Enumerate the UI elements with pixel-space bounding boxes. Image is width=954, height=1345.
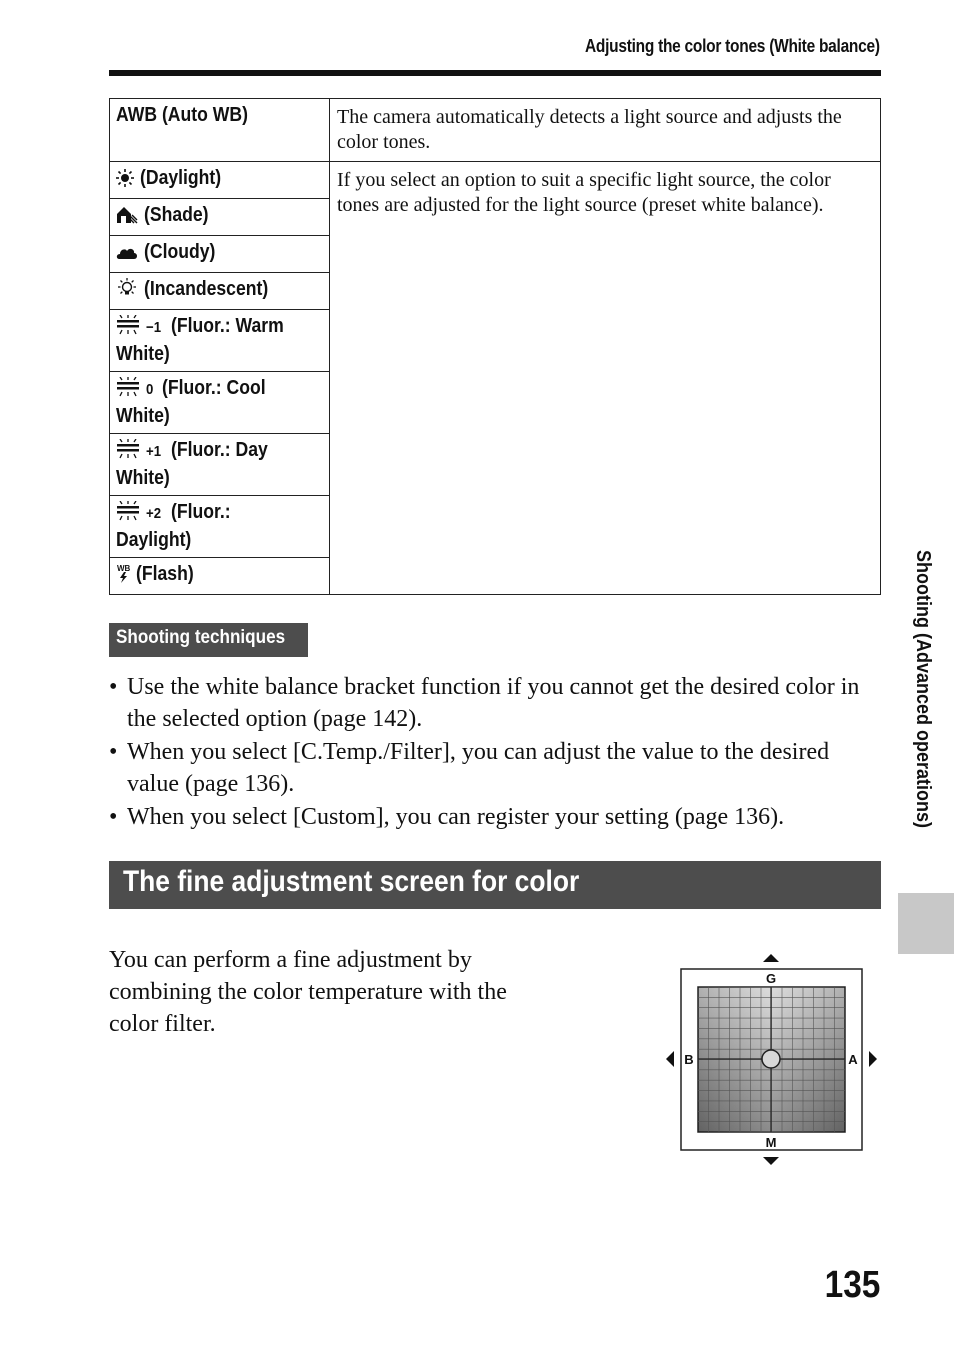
icon-suffix: 0 bbox=[146, 381, 154, 398]
preset-description: If you select an option to suit a specific light source, the color tones are adjusted for the light source (preset white balance). bbox=[330, 162, 881, 595]
auto-description: The camera automatically detects a light source and adjusts the color tones. bbox=[330, 99, 881, 162]
option-daylight bbox=[110, 162, 330, 199]
icon-suffix: +2 bbox=[146, 505, 162, 522]
section-heading bbox=[109, 861, 881, 909]
option-shade bbox=[110, 199, 330, 236]
option-incandescent bbox=[110, 273, 330, 310]
fluorescent-icon bbox=[116, 377, 140, 404]
bulb-icon bbox=[116, 278, 138, 305]
option-fluor-warm-white bbox=[110, 310, 330, 372]
up-arrow-icon bbox=[763, 954, 779, 962]
sun-icon bbox=[116, 169, 134, 194]
option-label-line2: White) bbox=[116, 467, 170, 489]
list-item: • When you select [C.Temp./Filter], you can adjust the value to the desired value (page 136). bbox=[109, 736, 881, 800]
shooting-techniques-text: Shooting techniques bbox=[116, 627, 286, 648]
option-label: (Fluor.: Warm bbox=[171, 315, 284, 337]
label-b: B bbox=[684, 1052, 694, 1067]
section-title: The fine adjustment screen for color bbox=[123, 865, 580, 898]
fluorescent-icon bbox=[116, 439, 140, 466]
option-label: (Fluor.: Day bbox=[171, 439, 268, 461]
option-label: (Daylight) bbox=[140, 167, 222, 189]
down-arrow-icon bbox=[763, 1157, 779, 1165]
label-a: A bbox=[848, 1052, 858, 1067]
chapter-side-label bbox=[910, 550, 940, 870]
icon-suffix: −1 bbox=[146, 319, 162, 336]
option-cloudy bbox=[110, 236, 330, 273]
option-fluor-daylight bbox=[110, 496, 330, 558]
option-label: (Shade) bbox=[144, 204, 209, 226]
shooting-techniques-label bbox=[109, 623, 308, 657]
option-fluor-day-white bbox=[110, 434, 330, 496]
page-number: 135 bbox=[824, 1264, 880, 1306]
option-label: (Cloudy) bbox=[144, 241, 216, 263]
option-label: (Fluor.: Cool bbox=[162, 377, 266, 399]
cloud-icon bbox=[116, 243, 138, 268]
option-label: (Fluor.: bbox=[171, 501, 231, 523]
chapter-side-text: Shooting (Advanced operations) bbox=[912, 550, 934, 829]
fluorescent-icon bbox=[116, 501, 140, 528]
option-label: (Flash) bbox=[136, 563, 194, 585]
table-row bbox=[110, 99, 881, 162]
chapter-tab bbox=[898, 893, 954, 954]
table-row bbox=[110, 162, 881, 199]
flash-wb-icon-text: WB bbox=[117, 564, 131, 573]
adjustment-cursor bbox=[762, 1050, 780, 1068]
option-label-line2: Daylight) bbox=[116, 529, 192, 551]
header-rule bbox=[109, 70, 881, 76]
right-arrow-icon bbox=[869, 1051, 877, 1067]
option-fluor-cool-white bbox=[110, 372, 330, 434]
list-item: • Use the white balance bracket function if you cannot get the desired color in the selected option (page 142). bbox=[109, 671, 881, 735]
option-label-line2: White) bbox=[116, 405, 170, 427]
color-adjustment-grid-diagram bbox=[662, 950, 882, 1172]
label-m: M bbox=[765, 1135, 777, 1150]
list-item: • When you select [Custom], you can register your setting (page 136). bbox=[109, 801, 881, 833]
option-label-line2: White) bbox=[116, 343, 170, 365]
option-label: (Incandescent) bbox=[144, 278, 269, 300]
flash-wb-icon bbox=[116, 563, 132, 590]
shade-house-icon bbox=[116, 206, 138, 231]
option-flash bbox=[110, 558, 330, 595]
intro-paragraph: You can perform a fine adjustment by combining the color temperature with the color filter. bbox=[109, 947, 507, 1037]
left-arrow-icon bbox=[666, 1051, 674, 1067]
white-balance-table bbox=[109, 98, 881, 595]
option-label: AWB (Auto WB) bbox=[116, 104, 248, 126]
running-header: Adjusting the color tones (White balance) bbox=[585, 36, 880, 56]
label-g: G bbox=[765, 971, 777, 986]
fluorescent-icon bbox=[116, 315, 140, 342]
option-auto-wb bbox=[110, 99, 330, 162]
techniques-list bbox=[109, 671, 881, 834]
icon-suffix: +1 bbox=[146, 443, 162, 460]
